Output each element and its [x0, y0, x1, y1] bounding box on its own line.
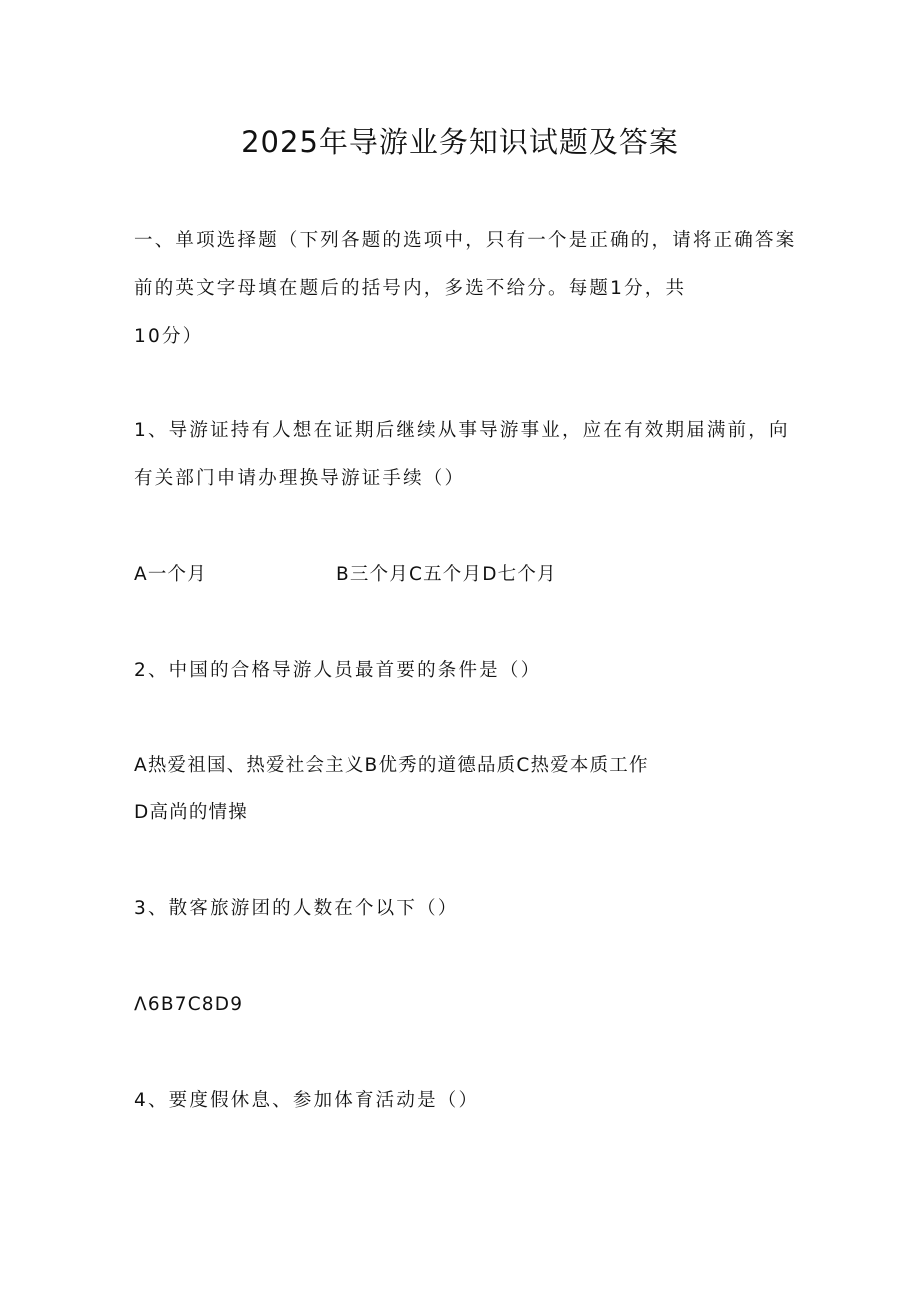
- section-header-line-1: 一、单项选择题（下列各题的选项中，只有一个是正确的，请将正确答案: [134, 230, 797, 251]
- document-title: 2025年导游业务知识试题及答案: [241, 125, 679, 159]
- question-1-option-a: A一个月: [134, 564, 207, 585]
- section-header-line-2: 前的英文字母填在题后的括号内，多选不给分。每题1分，共: [134, 278, 687, 299]
- question-4-line-1: 4、要度假休息、参加体育活动是（）: [134, 1090, 480, 1111]
- question-3-line-1: 3、散客旅游团的人数在个以下（）: [134, 898, 459, 919]
- question-1-line-2: 有关部门申请办理换导游证手续（）: [134, 468, 466, 489]
- question-1-options-bcd: B三个月C五个月D七个月: [336, 564, 557, 585]
- question-2-options-line-2: D高尚的情操: [134, 802, 248, 823]
- question-2-options-line-1: A热爱祖国、热爱社会主义B优秀的道德品质C热爱本质工作: [134, 755, 649, 776]
- question-1-line-1: 1、导游证持有人想在证期后继续从事导游事业，应在有效期届满前，向: [134, 420, 790, 441]
- question-2-line-1: 2、中国的合格导游人员最首要的条件是（）: [134, 660, 542, 681]
- question-3-options-line-1: Λ6B7C8D9: [134, 994, 244, 1015]
- section-header-line-3: 10分）: [134, 326, 204, 347]
